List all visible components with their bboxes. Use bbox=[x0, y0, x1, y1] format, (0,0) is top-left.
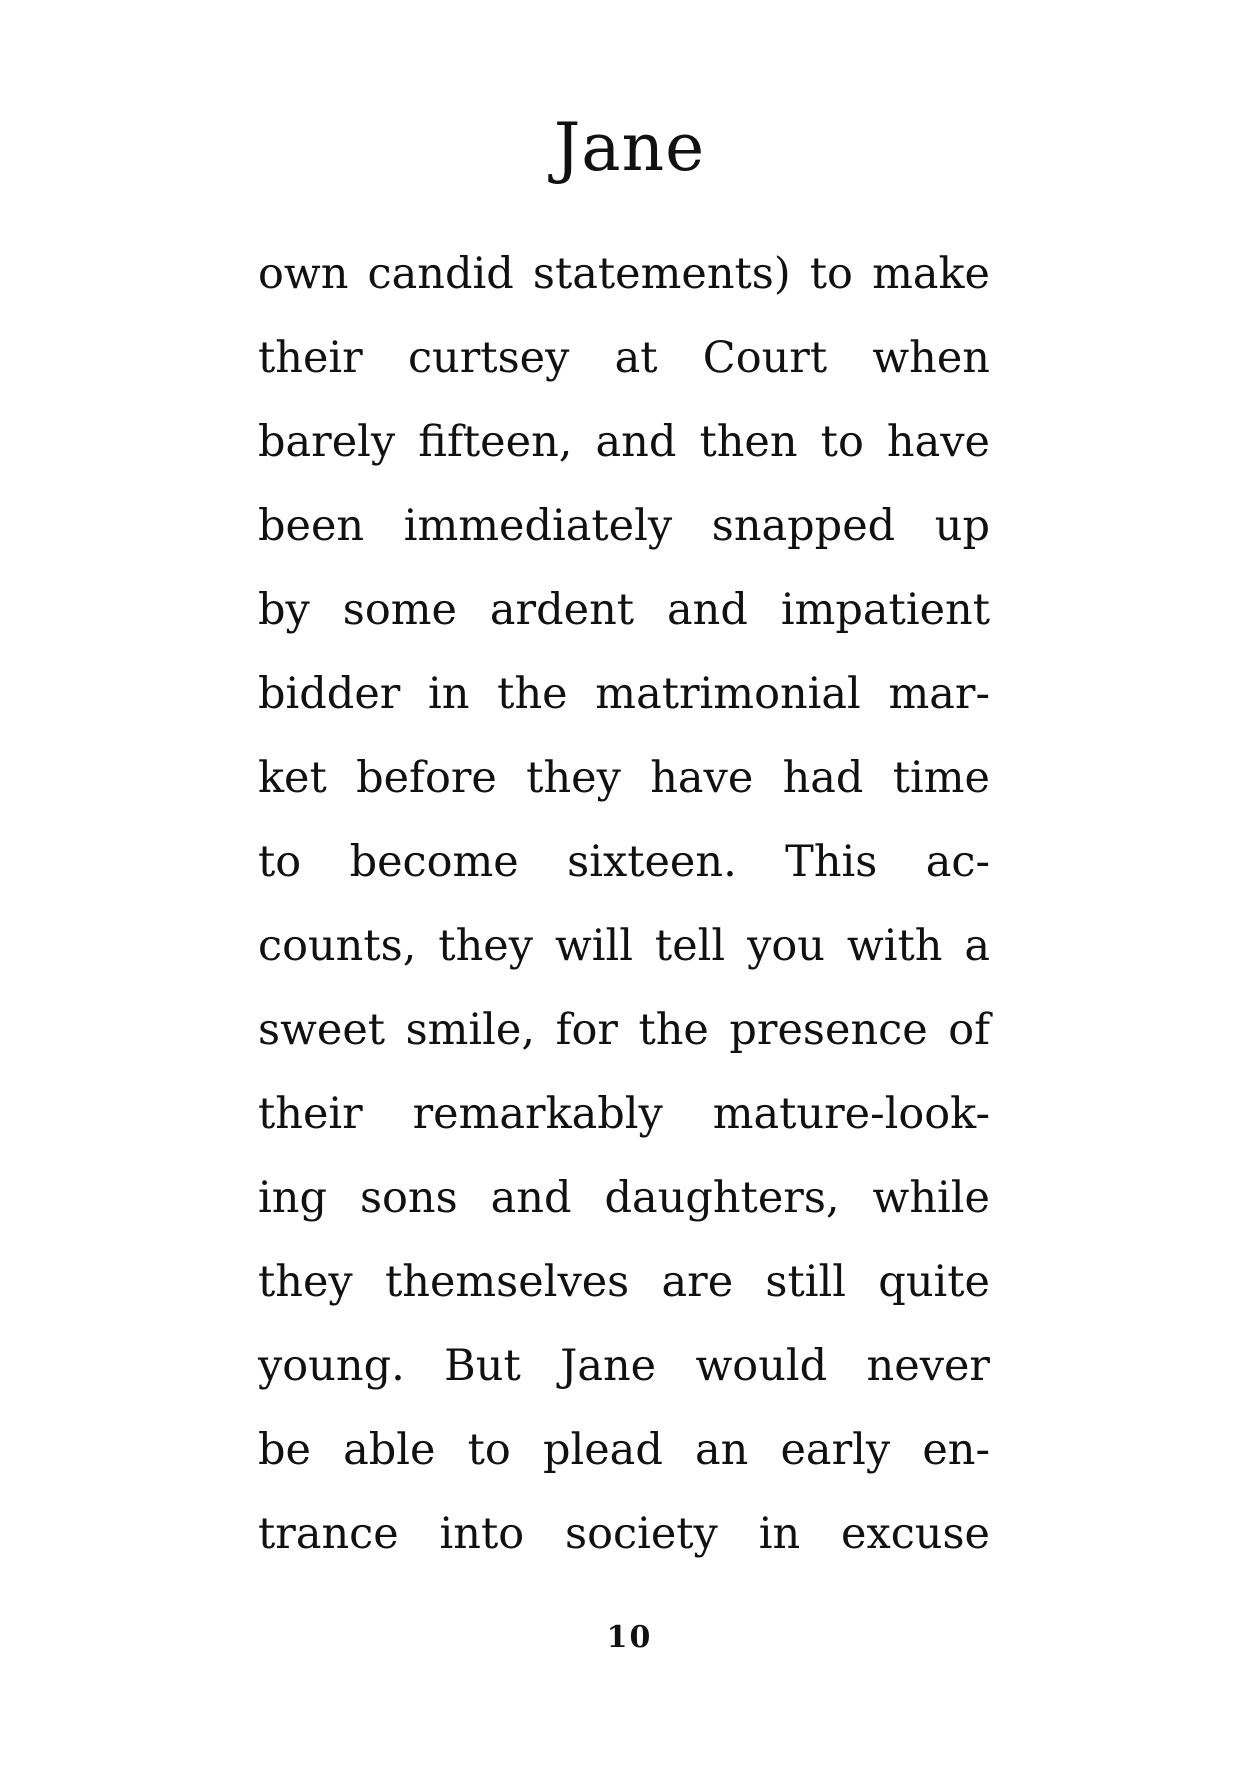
text-line: counts, they will tell you with a bbox=[258, 921, 990, 971]
text-line: their curtsey at Court when bbox=[258, 333, 990, 383]
text-line: ing sons and daughters, while bbox=[258, 1173, 990, 1223]
text-line: trance into society in excuse bbox=[258, 1509, 990, 1559]
running-head: Jane bbox=[553, 109, 706, 186]
text-line: sweet smile, for the presence of bbox=[258, 1005, 990, 1055]
text-line: be able to plead an early en- bbox=[258, 1425, 990, 1475]
text-line: ket before they have had time bbox=[258, 753, 990, 803]
text-line: been immediately snapped up bbox=[258, 501, 990, 551]
text-line: they themselves are still quite bbox=[258, 1257, 990, 1307]
text-line: to become sixteen. This ac- bbox=[258, 837, 990, 887]
page-number: 10 bbox=[606, 1620, 653, 1655]
text-line: own candid statements) to make bbox=[258, 249, 990, 299]
body-text bbox=[258, 232, 990, 1576]
text-line: barely fifteen, and then to have bbox=[258, 417, 990, 467]
text-line: their remarkably mature-look- bbox=[258, 1089, 990, 1139]
text-line: bidder in the matrimonial mar- bbox=[258, 669, 990, 719]
text-line: young. But Jane would never bbox=[258, 1341, 990, 1391]
text-line: by some ardent and impatient bbox=[258, 585, 990, 635]
